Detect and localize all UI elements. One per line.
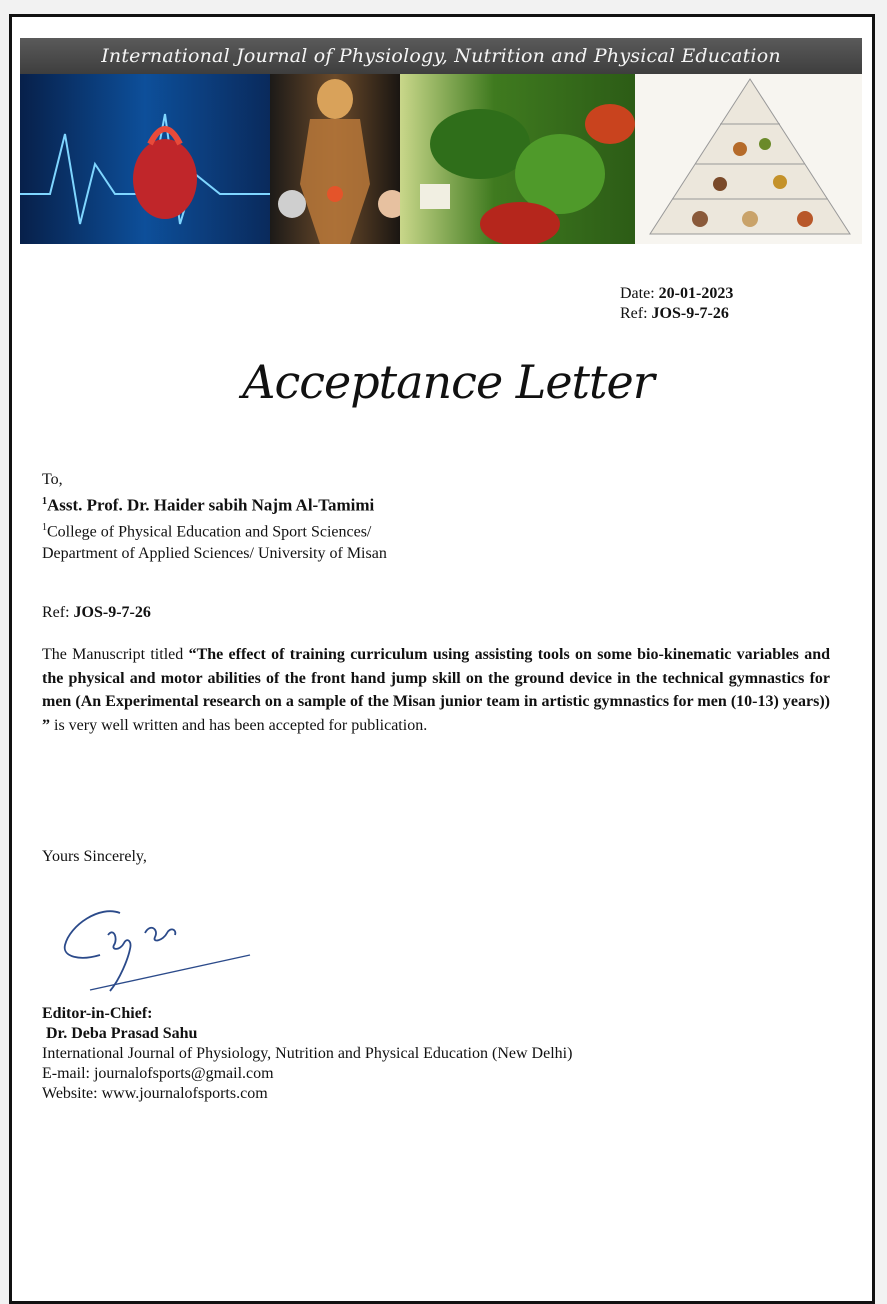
recipient-affiliation-line1: $^1$College of Physical Education and Sport Sciences/ (42, 521, 372, 540)
signatory-role: Editor-in-Chief: (42, 1005, 153, 1022)
editor-signature (50, 895, 255, 995)
journal-banner (20, 38, 862, 244)
recipient-affiliation-line2: Department of Applied Sciences/ University of Misan (42, 544, 387, 562)
ref-line: Ref: JOS-9-7-26 (620, 305, 729, 322)
date-ref-block (620, 284, 733, 324)
reference-value: JOS-9-7-26 (73, 604, 151, 621)
closing-line: Yours Sincerely, (42, 848, 147, 865)
manuscript-title: “The effect of training curriculum using assisting tools on some bio-kinematic variables and the physical and motor abilities of the front hand jump skill on the ground device in the technical gymnastics for men (An Experimental research on a sample of the Misan junior team in artistic gymnastics for men (10-13) years)) ” (42, 646, 831, 734)
date-line: Date: 20-01-2023 (620, 285, 734, 302)
acceptance-paragraph: The Manuscript titled “The effect of training curriculum using assisting tools on some bio-kinematic variables and the physical and motor abilities of the front hand jump skill on the ground device in the technical gymnastics for men (An Experimental research on a sample of the Misan junior team in artistic gymnastics for men (10-13) years)) ” is very well written and has been accepted for publication. (42, 646, 831, 734)
recipient-block (42, 469, 387, 565)
letter-heading (238, 340, 658, 430)
reference-line: Ref: JOS-9-7-26 (42, 604, 151, 621)
signatory-email: E-mail: journalofsports@gmail.com (42, 1065, 274, 1082)
recipient-name: $^1$Asst. Prof. Dr. Haider sabih Najm Al-Tamimi (42, 495, 375, 515)
signatory-website: Website: www.journalofsports.com (42, 1085, 268, 1102)
date-value: 20-01-2023 (658, 285, 734, 302)
ref-value: JOS-9-7-26 (651, 305, 729, 322)
salutation: To, (42, 471, 63, 488)
letter-heading-text: Acceptance Letter (242, 355, 654, 409)
signatory-block (42, 1004, 572, 1104)
banner-artwork (20, 74, 862, 244)
banner-title: International Journal of Physiology, Nutrition and Physical Education (20, 38, 862, 74)
signatory-name: Dr. Deba Prasad Sahu (46, 1025, 198, 1042)
signatory-journal: International Journal of Physiology, Nutrition and Physical Education (New Delhi) (42, 1045, 573, 1062)
